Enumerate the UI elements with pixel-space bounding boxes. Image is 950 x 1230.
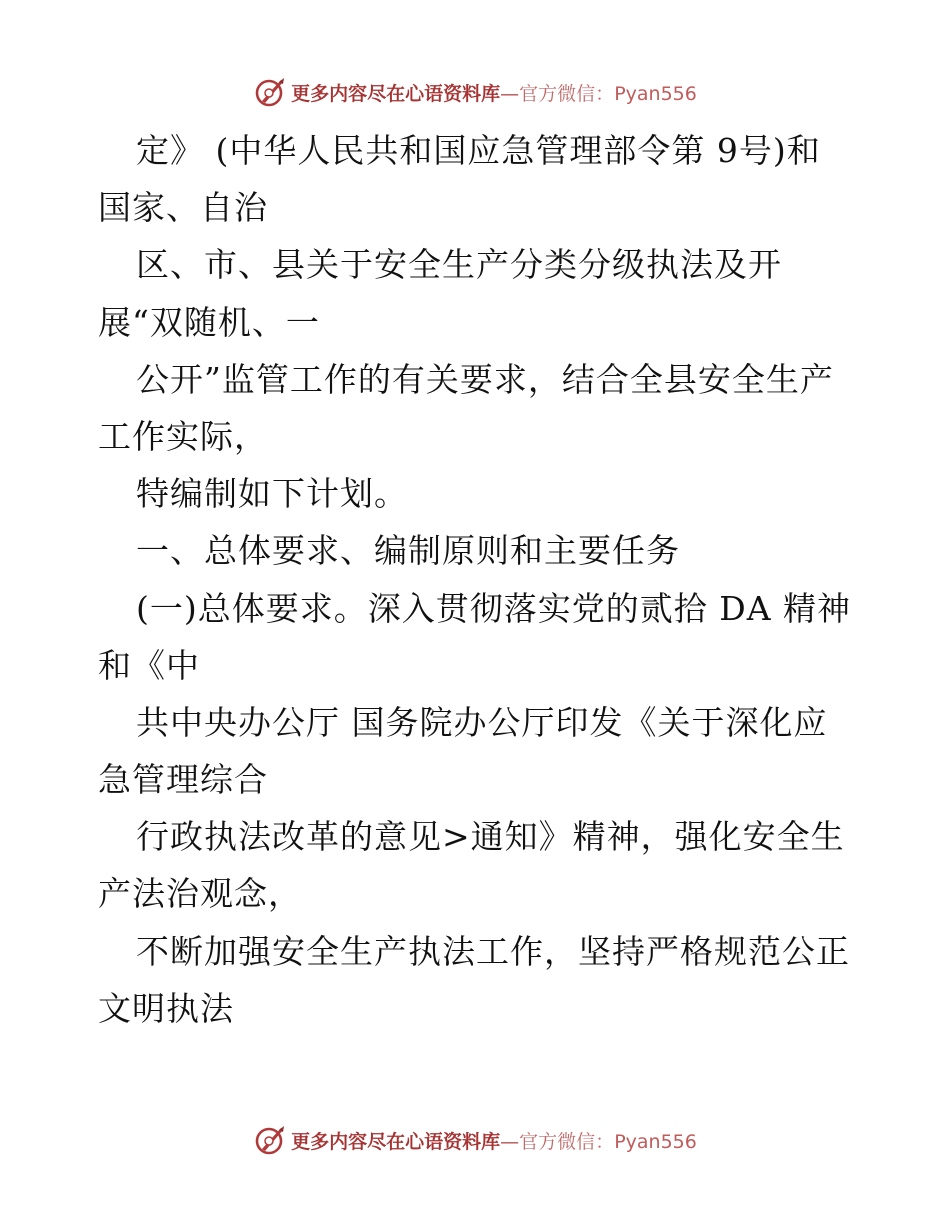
watermark-header [0,72,950,112]
text-line: 共中央办公厅 国务院办公厅印发《关于深化应 [136,702,828,742]
text-line: 不断加强安全生产执法工作，坚持严格规范公正 [136,931,850,971]
text-line: 国家、自治 [98,188,268,228]
watermark-wechat-label: 官方微信： [519,1130,615,1153]
text-line: 行政执法改革的意见>通知》精神，强化安全生 [136,817,845,857]
text-line: (一)总体要求。深入贯彻落实党的贰拾 DA 精神 [136,588,852,628]
watermark-dash: — [500,82,520,105]
quill-logo-icon [253,75,287,109]
text-line: 区、市、县关于安全生产分类分级执法及开 [136,245,782,285]
watermark-wechat-id: Pyan556 [614,82,697,105]
text-line: 急管理综合 [98,760,268,800]
watermark-brand: 更多内容尽在心语资料库 [291,1130,501,1153]
text-line: 定》 (中华人民共和国应急管理部令第 9号)和 [136,131,821,170]
text-line: 工作实际， [98,416,268,456]
text-line: 特编制如下计划。 [136,474,408,514]
text-line: 展“双随机、一 [98,302,320,342]
text-line: 一、总体要求、编制原则和主要任务 [136,531,680,571]
watermark-footer [0,1120,950,1160]
watermark-brand: 更多内容尽在心语资料库 [291,82,501,105]
document-body [98,122,858,1037]
text-line: 公开”监管工作的有关要求，结合全县安全生产 [136,359,834,399]
text-line: 文明执法 [98,988,234,1028]
watermark-wechat-id: Pyan556 [614,1130,697,1153]
watermark-text [291,1127,697,1154]
watermark-text [291,79,697,106]
quill-logo-icon [253,1123,287,1157]
watermark-dash: — [500,1130,520,1153]
text-line: 产法治观念， [98,874,302,914]
watermark-wechat-label: 官方微信： [519,82,615,105]
text-line: 和《中 [98,645,200,685]
